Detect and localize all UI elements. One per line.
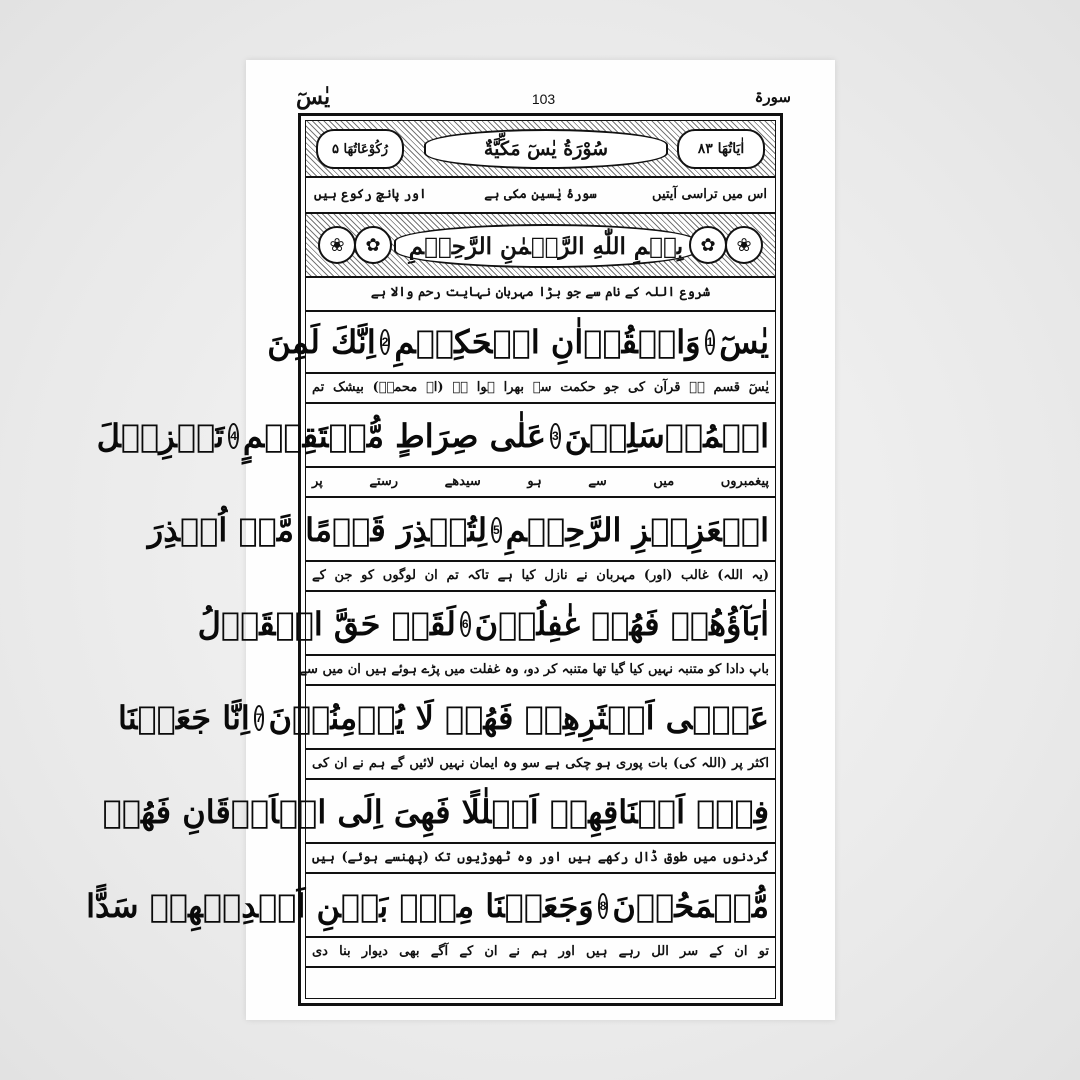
page-header [296,84,791,112]
surah-word: سورۃ [754,88,791,106]
page-frame [86,113,783,1006]
ayah-text: اِنَّا جَعَلۡنَا [118,699,250,737]
ayah-line [197,594,769,654]
rosette-ornament-right-icon: ❀ [725,226,763,264]
translation-line: تو ان کے سر الل رہے ہیں اور ہم نے ان کے آگے بھی دیوار بنا دی [306,936,775,968]
ayah-number-marker: 6 [460,611,471,637]
ayah-number-marker: 5 [491,517,502,543]
translation-line: یٰسٓ قسم ہے قرآن کی جو حکمت سے بھرا ہوا ہے (اے محمدؐ) بیشک تم [306,372,775,404]
translation-line: اکثر پر (اللہ کی) بات پوری ہو چکی ہے سو وہ ایمان نہیں لائیں گے ہم نے ان کی [306,748,775,780]
ayah-line [102,782,769,842]
ayah-number-marker: 3 [550,423,561,449]
ayah-number-marker: 8 [598,893,609,919]
ayah-count-text: اس میں تراسی آیتیں [652,187,767,202]
ayah-text: لَقَدۡ حَقَّ الۡقَوۡلُ [197,605,456,643]
rosette-ornament-left-inner-icon: ✿ [354,226,392,264]
surah-title-band [306,121,775,178]
translation-line: باپ دادا کو متنبہ نہیں کیا گیا تھا متنبہ کر دو، وہ غفلت میں پڑے ہوئے ہیں ان میں سے [306,654,775,686]
ayah-text: اِنَّكَ لَمِنَ [267,323,376,361]
ayah-text: وَجَعَلۡنَا مِنۡۢ بَیۡنِ اَیۡدِیۡهِمۡ سَدًّا [86,887,594,925]
bismillah-band [306,214,775,278]
ayah-line [96,406,769,466]
page-number: 103 [531,91,556,107]
ayah-text: تَنۡزِیۡلَ [96,417,225,455]
mushaf-page [86,60,835,1020]
ayah-text: وَالۡقُرۡاٰنِ الۡحَكِیۡمِ [394,323,701,361]
ayah-line [86,876,769,936]
ayah-count-cartouche: اٰیَاتُهَا ۸۳ [677,129,765,169]
ayah-line [147,500,769,560]
ayah-number-marker: 4 [228,423,239,449]
translation-line: (یہ اللہ) غالب (اور) مہربان نے نازل کیا ہے تاکہ تم ان لوگوں کو جن کے [306,560,775,592]
bismillah-cartouche: بِسۡمِ اللّٰهِ الرَّحۡمٰنِ الرَّحِیۡمِ [394,224,698,268]
rosette-ornament-left-icon: ❀ [318,226,356,264]
ruku-count-text: اور پانچ رکوع ہیں [314,187,427,202]
ruku-count-cartouche: رُكُوْعَاتُهَا ۵ [316,129,404,169]
surah-info-row [306,178,775,214]
surah-name: یٰسٓ [296,84,331,110]
ayah-text: عَلٰی صِرَاطٍ مُّسۡتَقِیۡمٍ [242,417,546,455]
rosette-ornament-right-inner-icon: ✿ [689,226,727,264]
makki-text: سورۂ یٰسین مکی ہے [484,187,597,202]
ayah-line [118,688,769,748]
ayah-text: مُّقۡمَحُوۡنَ [612,887,769,925]
ayah-text: عَلٰۤی اَكۡثَرِهِمۡ فَهُمۡ لَا یُؤۡمِنُوۡنَ [268,699,769,737]
ayah-text: لِتُنۡذِرَ قَوۡمًا مَّاۤ اُنۡذِرَ [147,511,487,549]
ayah-number-marker: 7 [254,705,265,731]
bismillah-translation: شروع اللہ کے نام سے جو بڑا مہربان نہایت رحم والا ہے [306,278,775,312]
ayah-number-marker: 1 [705,329,716,355]
surah-title-cartouche: سُوْرَةُ یٰسٓ مَكِّيَّةٌ [424,129,668,169]
ayah-text: فِیۡۤ اَعۡنَاقِهِمۡ اَغۡلٰلًا فَهِیَ اِلَی الۡاَذۡقَانِ فَهُمۡ [102,793,769,831]
ayah-text: یٰسٓ [719,323,769,361]
page-frame-inner [86,120,776,999]
translation-line: گردنوں میں طوق ڈال رکھے ہیں اور وہ ٹھوڑیوں تک (پھنسے ہوئے) ہیں [306,842,775,874]
ayah-text: الۡعَزِیۡزِ الرَّحِیۡمِ [505,511,769,549]
ayah-number-marker: 2 [380,329,391,355]
translation-line: پیغمبروں میں سے ہو سیدھے رستے پر [306,466,775,498]
ayah-text: اٰبَآؤُهُمۡ فَهُمۡ غٰفِلُوۡنَ [474,605,769,643]
ayah-line [267,312,769,372]
ayah-text: الۡمُرۡسَلِیۡنَ [564,417,769,455]
